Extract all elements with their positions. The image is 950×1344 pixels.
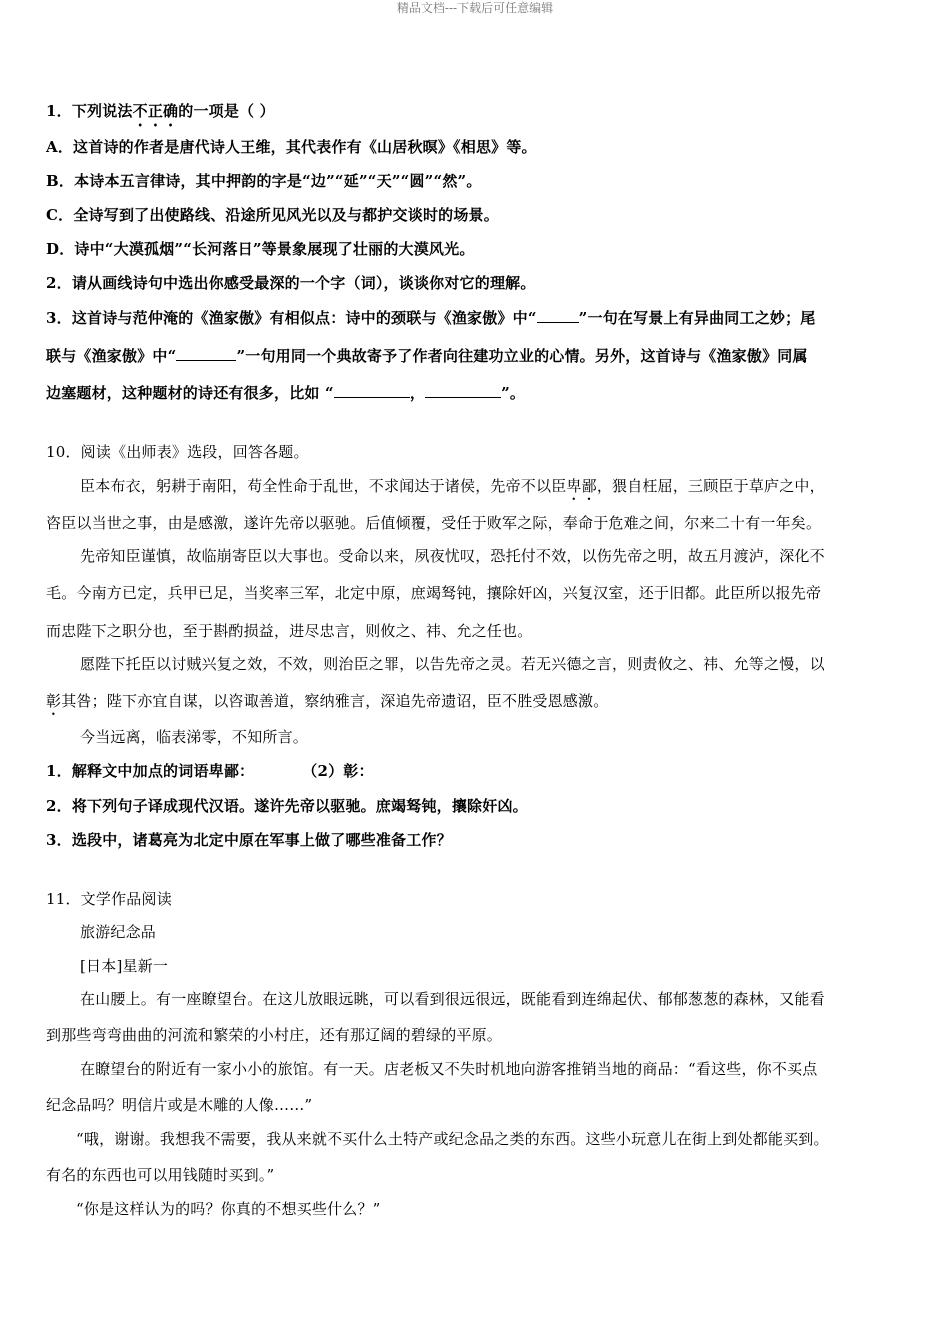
passage-10-p2-line1: 先帝知臣谨慎，故临崩寄臣以大事也。受命以来，夙夜忧叹，恐托付不效，以伤先帝之明，故五月渡泸，深化不: [80, 547, 825, 565]
fill-blank-1[interactable]: [537, 308, 579, 323]
passage-10-p2-line2: 毛。今南方已定，兵甲已足，当奖率三军，北定中原，庶竭驽钝，攘除奸凶，兴复汉室，还于旧都。此臣所以报先帝: [46, 584, 822, 602]
fill-blank-4[interactable]: [425, 383, 501, 398]
section-10-question-2: 2．将下列句子译成现代汉语。遂许先帝以驱驰。庶竭驽钝，攘除奸凶。: [46, 797, 528, 815]
story-author: [日本]星新一: [80, 957, 169, 975]
emphasis-not-correct: 不正确: [132, 102, 179, 120]
story-p2-line1: 在瞭望台的附近有一家小小的旅馆。有一天。店老板又不失时机地向游客推销当地的商品：“看这些，你不买点: [80, 1060, 818, 1078]
question-1: 1．下列说法不正确的一项是（ ）: [46, 102, 275, 120]
question-2: 2．请从画线诗句中选出你感受最深的一个字（词），谈谈你对它的理解。: [46, 274, 536, 292]
question-3-line2: 联与《渔家傲》中“ ”一句用同一个典故寄予了作者向往建功立业的心情。另外，这首诗与《渔家傲》同属: [46, 347, 808, 365]
passage-10-p4: 今当远离，临表涕零，不知所言。: [80, 728, 309, 746]
section-10-question-1: 1．解释文中加点的词语卑鄙： （2）彰：: [46, 762, 374, 780]
section-11-title: 11．文学作品阅读: [46, 890, 172, 908]
story-p3-line1: “哦，谢谢。我想我不需要，我从来就不买什么土特产或纪念品之类的东西。这些小玩意儿在街上到处都能买到。: [76, 1130, 829, 1148]
passage-10-p2-line3: 而忠陛下之职分也，至于斟酌损益，进尽忠言，则攸之、祎、允之任也。: [46, 622, 533, 640]
emphasis-beibi: 卑鄙: [566, 477, 597, 495]
page-header: 精品文档---下载后可任意编辑: [396, 1, 554, 15]
question-3-line1: 3．这首诗与范仲淹的《渔家傲》有相似点：诗中的颈联与《渔家傲》中“ ”一句在写景上有异曲同工之妙；尾: [46, 309, 816, 327]
story-p1-line2: 到那些弯弯曲曲的河流和繁荣的小村庄，还有那辽阔的碧绿的平原。: [46, 1026, 503, 1044]
fill-blank-3[interactable]: [334, 383, 410, 398]
fill-blank-2[interactable]: [176, 346, 236, 361]
passage-10-p1-line2: 咨臣以当世之事，由是感激，遂许先帝以驱驰。后值倾覆，受任于败军之际，奉命于危难之间，尔来二十有一年矣。: [46, 514, 822, 532]
story-p2-line2: 纪念品吗？明信片或是木雕的人像……”: [46, 1096, 313, 1114]
section-10-question-3: 3．选段中，诸葛亮为北定中原在军事上做了哪些准备工作？: [46, 831, 452, 849]
section-10-title: 10．阅读《出师表》选段，回答各题。: [46, 443, 309, 461]
story-p1-line1: 在山腰上。有一座瞭望台。在这儿放眼远眺，可以看到很远很远，既能看到连绵起伏、郁郁葱葱的森林，又能看: [80, 990, 825, 1008]
option-b: B．本诗本五言律诗，其中押韵的字是“边”“延”“天”“圆”“然”。: [46, 172, 482, 190]
story-title: 旅游纪念品: [80, 923, 157, 941]
option-d: D．诗中“大漠孤烟”“长河落日”等景象展现了壮丽的大漠风光。: [46, 240, 475, 258]
story-p4: “你是这样认为的吗？你真的不想买些什么？”: [76, 1200, 381, 1218]
emphasis-zhang: 彰: [46, 692, 62, 710]
story-p3-line2: 有名的东西也可以用钱随时买到。”: [46, 1166, 275, 1184]
option-c: C．全诗写到了出使路线、沿途所见风光以及与都护交谈时的场景。: [46, 206, 499, 224]
passage-10-p3-line2: 彰其咎；陛下亦宜自谋，以咨诹善道，察纳雅言，深追先帝遗诏，臣不胜受恩感激。: [46, 692, 609, 710]
passage-10-p1-line1: 臣本布衣，躬耕于南阳，苟全性命于乱世，不求闻达于诸侯，先帝不以臣卑鄙，猥自枉屈，三顾臣于草庐之中，: [80, 477, 825, 495]
option-a: A．这首诗的作者是唐代诗人王维，其代表作有《山居秋暝》《相思》等。: [46, 138, 537, 156]
passage-10-p3-line1: 愿陛下托臣以讨贼兴复之效，不效，则治臣之罪，以告先帝之灵。若无兴德之言，则责攸之、祎、允等之慢，以: [80, 655, 825, 673]
question-3-line3: 边塞题材，这种题材的诗还有很多，比如 “ ， ”。: [46, 384, 526, 402]
